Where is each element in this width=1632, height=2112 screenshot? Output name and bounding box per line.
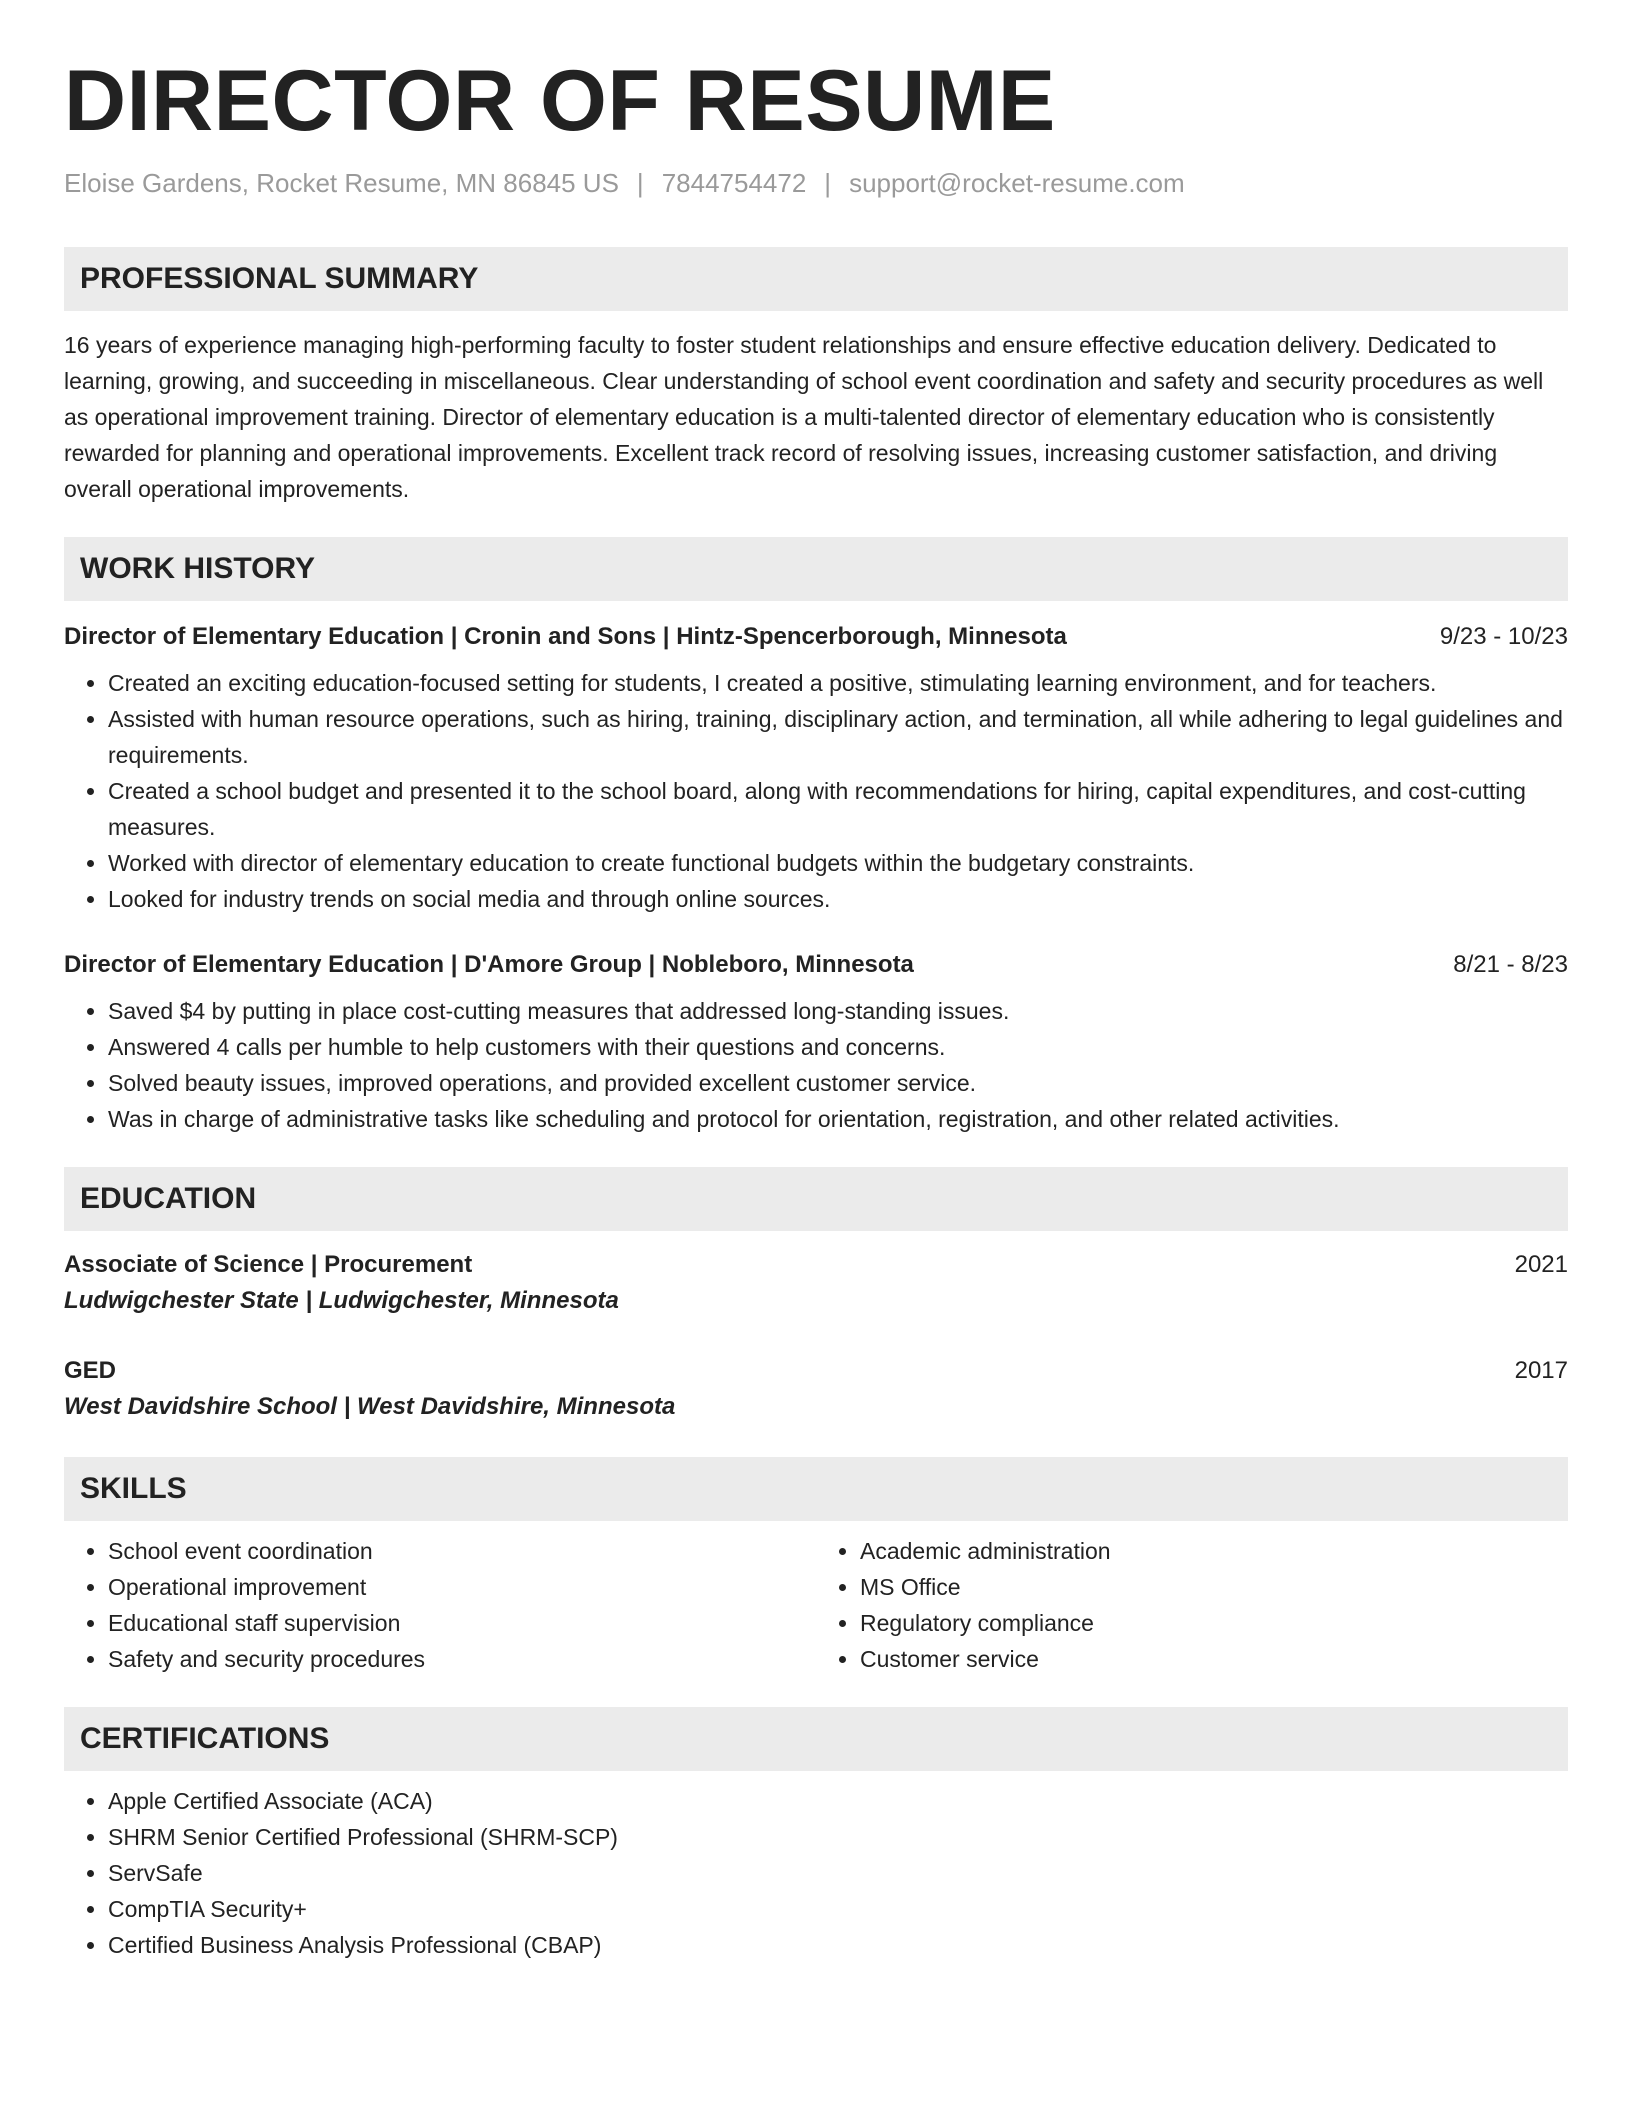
education-year: 2021 [1514, 1251, 1568, 1279]
contact-phone: 7844754472 [661, 168, 807, 199]
list-item: • ServSafe [108, 1855, 1568, 1891]
skills-column-left [64, 1533, 816, 1677]
contact-separator: | [636, 168, 644, 199]
job-entry [64, 623, 1568, 917]
certifications-list [64, 1783, 1568, 1963]
list-item: • Academic administration [860, 1533, 1568, 1569]
section-heading-education: EDUCATION [64, 1167, 1568, 1231]
job-entry [64, 951, 1568, 1137]
section-heading-certifications: CERTIFICATIONS [64, 1707, 1568, 1771]
list-item: • CompTIA Security+ [108, 1891, 1568, 1927]
list-item: • Customer service [860, 1641, 1568, 1677]
education-degree: GED [64, 1357, 117, 1385]
list-item: • Educational staff supervision [108, 1605, 816, 1641]
list-item: • Regulatory compliance [860, 1605, 1568, 1641]
list-item: • Created a school budget and presented it to the school board, along with recommendations for hiring, capital expenditures, and cost-cutting measures. [108, 773, 1568, 845]
list-item: • Looked for industry trends on social media and through online sources. [108, 881, 1568, 917]
contact-email: support@rocket-resume.com [849, 168, 1185, 199]
list-item: • Saved $4 by putting in place cost-cutting measures that addressed long-standing issues. [108, 993, 1568, 1029]
list-item: • Created an exciting education-focused setting for students, I created a positive, stimulating learning environment, and for teachers. [108, 665, 1568, 701]
job-bullets [64, 993, 1568, 1137]
list-item: • Operational improvement [108, 1569, 816, 1605]
job-bullets [64, 665, 1568, 917]
section-heading-skills: SKILLS [64, 1457, 1568, 1521]
job-title: Director of Elementary Education | D'Amore Group | Nobleboro, Minnesota [64, 951, 914, 979]
education-school: Ludwigchester State | Ludwigchester, Minnesota [64, 1287, 619, 1315]
list-item: • Was in charge of administrative tasks like scheduling and protocol for orientation, registration, and other related activities. [108, 1101, 1568, 1137]
education-entry [64, 1251, 1568, 1315]
section-heading-summary: PROFESSIONAL SUMMARY [64, 247, 1568, 311]
list-item: • Safety and security procedures [108, 1641, 816, 1677]
skills-list [64, 1533, 1568, 1677]
list-item: • Assisted with human resource operations, such as hiring, training, disciplinary action, and termination, all while adhering to legal guidelines and requirements. [108, 701, 1568, 773]
list-item: • Solved beauty issues, improved operations, and provided excellent customer service. [108, 1065, 1568, 1101]
list-item: • SHRM Senior Certified Professional (SHRM-SCP) [108, 1819, 1568, 1855]
resume-name: DIRECTOR OF RESUME [64, 53, 1056, 149]
education-degree: Associate of Science | Procurement [64, 1251, 473, 1279]
list-item: • MS Office [860, 1569, 1568, 1605]
contact-line [64, 168, 1568, 199]
education-year: 2017 [1514, 1357, 1568, 1385]
job-dates: 9/23 - 10/23 [1439, 623, 1568, 651]
skills-column-right [816, 1533, 1568, 1677]
job-dates: 8/21 - 8/23 [1453, 951, 1568, 979]
list-item: • Worked with director of elementary education to create functional budgets within the budgetary constraints. [108, 845, 1568, 881]
list-item: • Certified Business Analysis Professional (CBAP) [108, 1927, 1568, 1963]
summary-text: 16 years of experience managing high-performing faculty to foster student relationships and ensure effective education delivery. Dedicated to learning, growing, and succeeding in miscellaneous. Clear understanding of school event coordination and safety and security procedures as well as operational improvement training. Director of elementary education is a multi-talented director of elementary education who is consistently rewarded for planning and operational improvements. Excellent track record of resolving issues, increasing customer satisfaction, and driving overall operational improvements. [64, 332, 1544, 503]
list-item: • Answered 4 calls per humble to help customers with their questions and concerns. [108, 1029, 1568, 1065]
list-item: • Apple Certified Associate (ACA) [108, 1783, 1568, 1819]
list-item: • School event coordination [108, 1533, 816, 1569]
section-heading-work: WORK HISTORY [64, 537, 1568, 601]
job-title: Director of Elementary Education | Cronin and Sons | Hintz-Spencerborough, Minnesota [64, 623, 1067, 651]
contact-address: Eloise Gardens, Rocket Resume, MN 86845 US [64, 168, 619, 199]
education-school: West Davidshire School | West Davidshire, Minnesota [64, 1393, 676, 1421]
education-entry [64, 1357, 1568, 1421]
contact-separator: | [824, 168, 832, 199]
